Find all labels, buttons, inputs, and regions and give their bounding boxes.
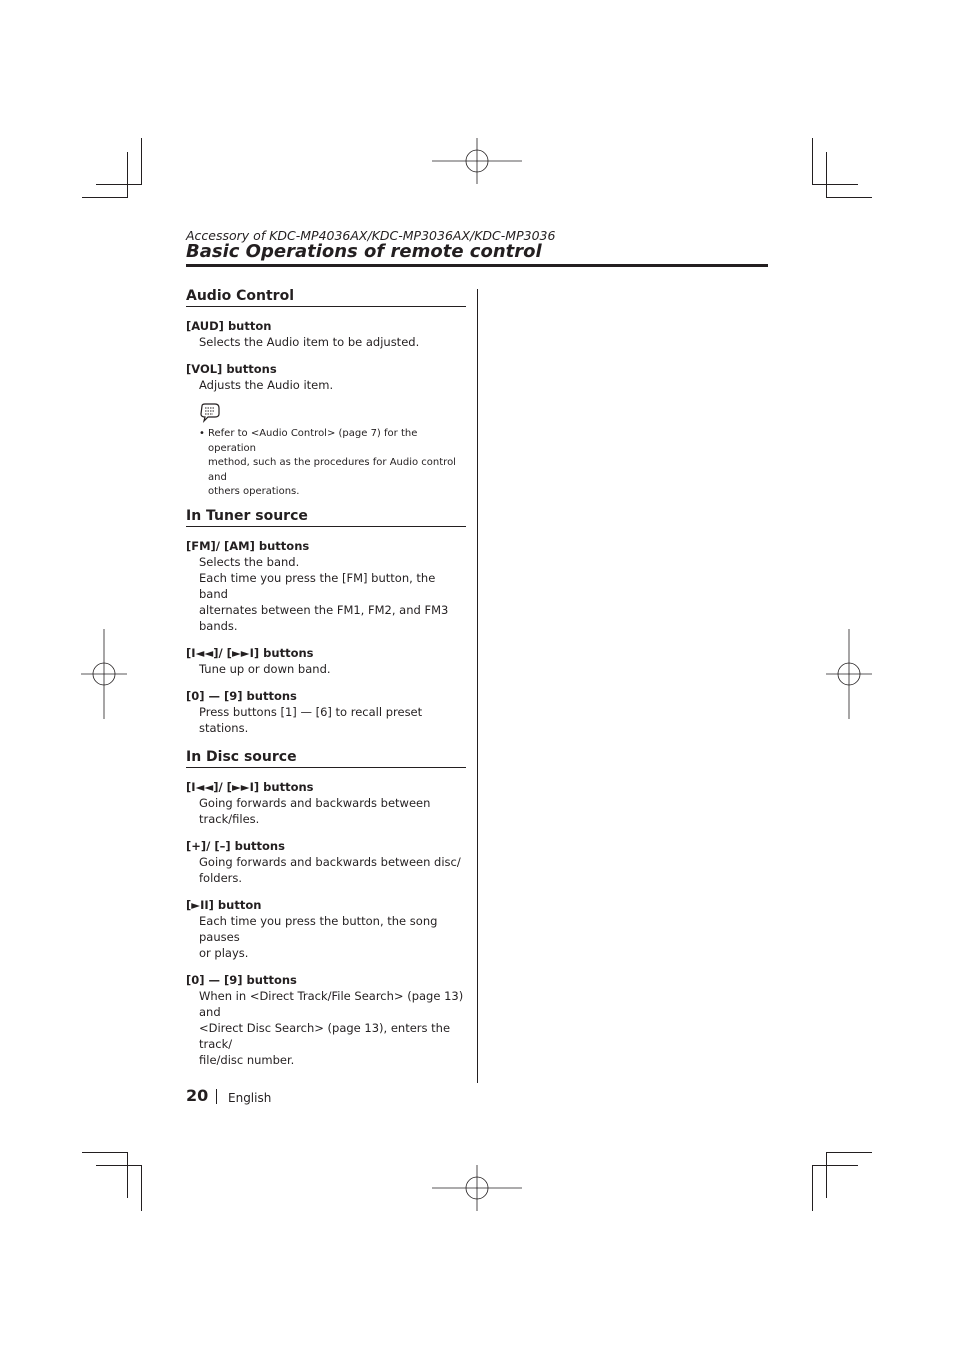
- section-heading: Audio Control: [186, 288, 466, 307]
- desc-line: Each time you press the [FM] button, the band: [199, 571, 436, 601]
- crop-mark: [826, 1152, 827, 1198]
- desc-line: alternates between the FM1, FM2, and FM3 bands.: [199, 603, 449, 633]
- crop-mark: [826, 152, 827, 198]
- section-disc-source: [186, 749, 466, 1068]
- number-buttons-desc: [186, 988, 466, 1068]
- page-number: 20: [186, 1086, 209, 1105]
- crop-mark: [826, 197, 872, 198]
- crop-mark: [96, 1165, 142, 1166]
- note-line: method, such as the procedures for Audio control and: [208, 457, 456, 483]
- preset-buttons-desc: Press buttons [1] — [6] to recall preset stations.: [199, 705, 423, 735]
- crop-mark: [826, 1152, 872, 1153]
- footer-divider: [216, 1089, 217, 1104]
- crop-mark: [812, 138, 813, 184]
- play-pause-button-label: [►II] button: [186, 898, 262, 912]
- language-label: English: [228, 1091, 272, 1105]
- play-pause-button-desc: [186, 913, 466, 961]
- preset-buttons-label: [0] — [9] buttons: [186, 689, 297, 703]
- desc-line: Each time you press the button, the song pauses: [199, 914, 438, 944]
- crop-mark: [812, 184, 858, 185]
- note-text: [199, 427, 466, 500]
- track-buttons-desc: Going forwards and backwards between track/files.: [199, 796, 431, 826]
- section-tuner-source: [186, 508, 466, 736]
- crop-mark: [127, 1152, 128, 1198]
- desc-line: folders.: [199, 871, 243, 885]
- registration-mark-icon: [432, 1143, 522, 1233]
- crop-mark: [141, 138, 142, 184]
- crop-mark: [812, 1165, 858, 1166]
- crop-mark: [82, 1152, 128, 1153]
- registration-mark-icon: [804, 629, 894, 719]
- number-buttons-label: [0] — [9] buttons: [186, 973, 297, 987]
- desc-line: Going forwards and backwards between disc/: [199, 855, 461, 869]
- section-heading: In Tuner source: [186, 508, 466, 527]
- note-line: others operations.: [208, 486, 300, 497]
- crop-mark: [812, 1165, 813, 1211]
- registration-mark-icon: [59, 629, 149, 719]
- folder-buttons-label: [+]/ [–] buttons: [186, 839, 285, 853]
- note-line: Refer to <Audio Control> (page 7) for the operation: [208, 428, 418, 454]
- section-audio-control: [186, 288, 466, 500]
- folder-buttons-desc: [186, 854, 466, 886]
- title-rule: [186, 264, 768, 267]
- desc-line: <Direct Disc Search> (page 13), enters the track/: [199, 1021, 451, 1051]
- crop-mark: [141, 1165, 142, 1211]
- crop-mark: [127, 152, 128, 198]
- vol-buttons-label: [VOL] buttons: [186, 362, 277, 376]
- band-buttons-label: [FM]/ [AM] buttons: [186, 539, 310, 553]
- tune-buttons-desc: Tune up or down band.: [199, 662, 331, 676]
- note-icon: [199, 403, 221, 423]
- track-buttons-label: [I◄◄]/ [►►I] buttons: [186, 780, 314, 794]
- desc-line: or plays.: [199, 946, 249, 960]
- vol-buttons-desc: Adjusts the Audio item.: [199, 378, 334, 392]
- column-divider: [477, 289, 478, 1083]
- band-buttons-desc: [186, 554, 466, 634]
- tune-buttons-label: [I◄◄]/ [►►I] buttons: [186, 646, 314, 660]
- crop-mark: [82, 197, 128, 198]
- registration-mark-icon: [432, 116, 522, 206]
- desc-line: When in <Direct Track/File Search> (page 13) and: [199, 989, 464, 1019]
- desc-line: file/disc number.: [199, 1053, 295, 1067]
- aud-button-desc: Selects the Audio item to be adjusted.: [199, 335, 420, 349]
- page-subtitle: Accessory of KDC-MP4036AX/KDC-MP3036AX/KDC-MP3036: [186, 228, 556, 243]
- note-bullet: •: [199, 428, 205, 439]
- aud-button-label: [AUD] button: [186, 319, 272, 333]
- page-title: Basic Operations of remote control: [186, 241, 542, 262]
- section-heading: In Disc source: [186, 749, 466, 768]
- desc-line: Selects the band.: [199, 555, 300, 569]
- crop-mark: [96, 184, 142, 185]
